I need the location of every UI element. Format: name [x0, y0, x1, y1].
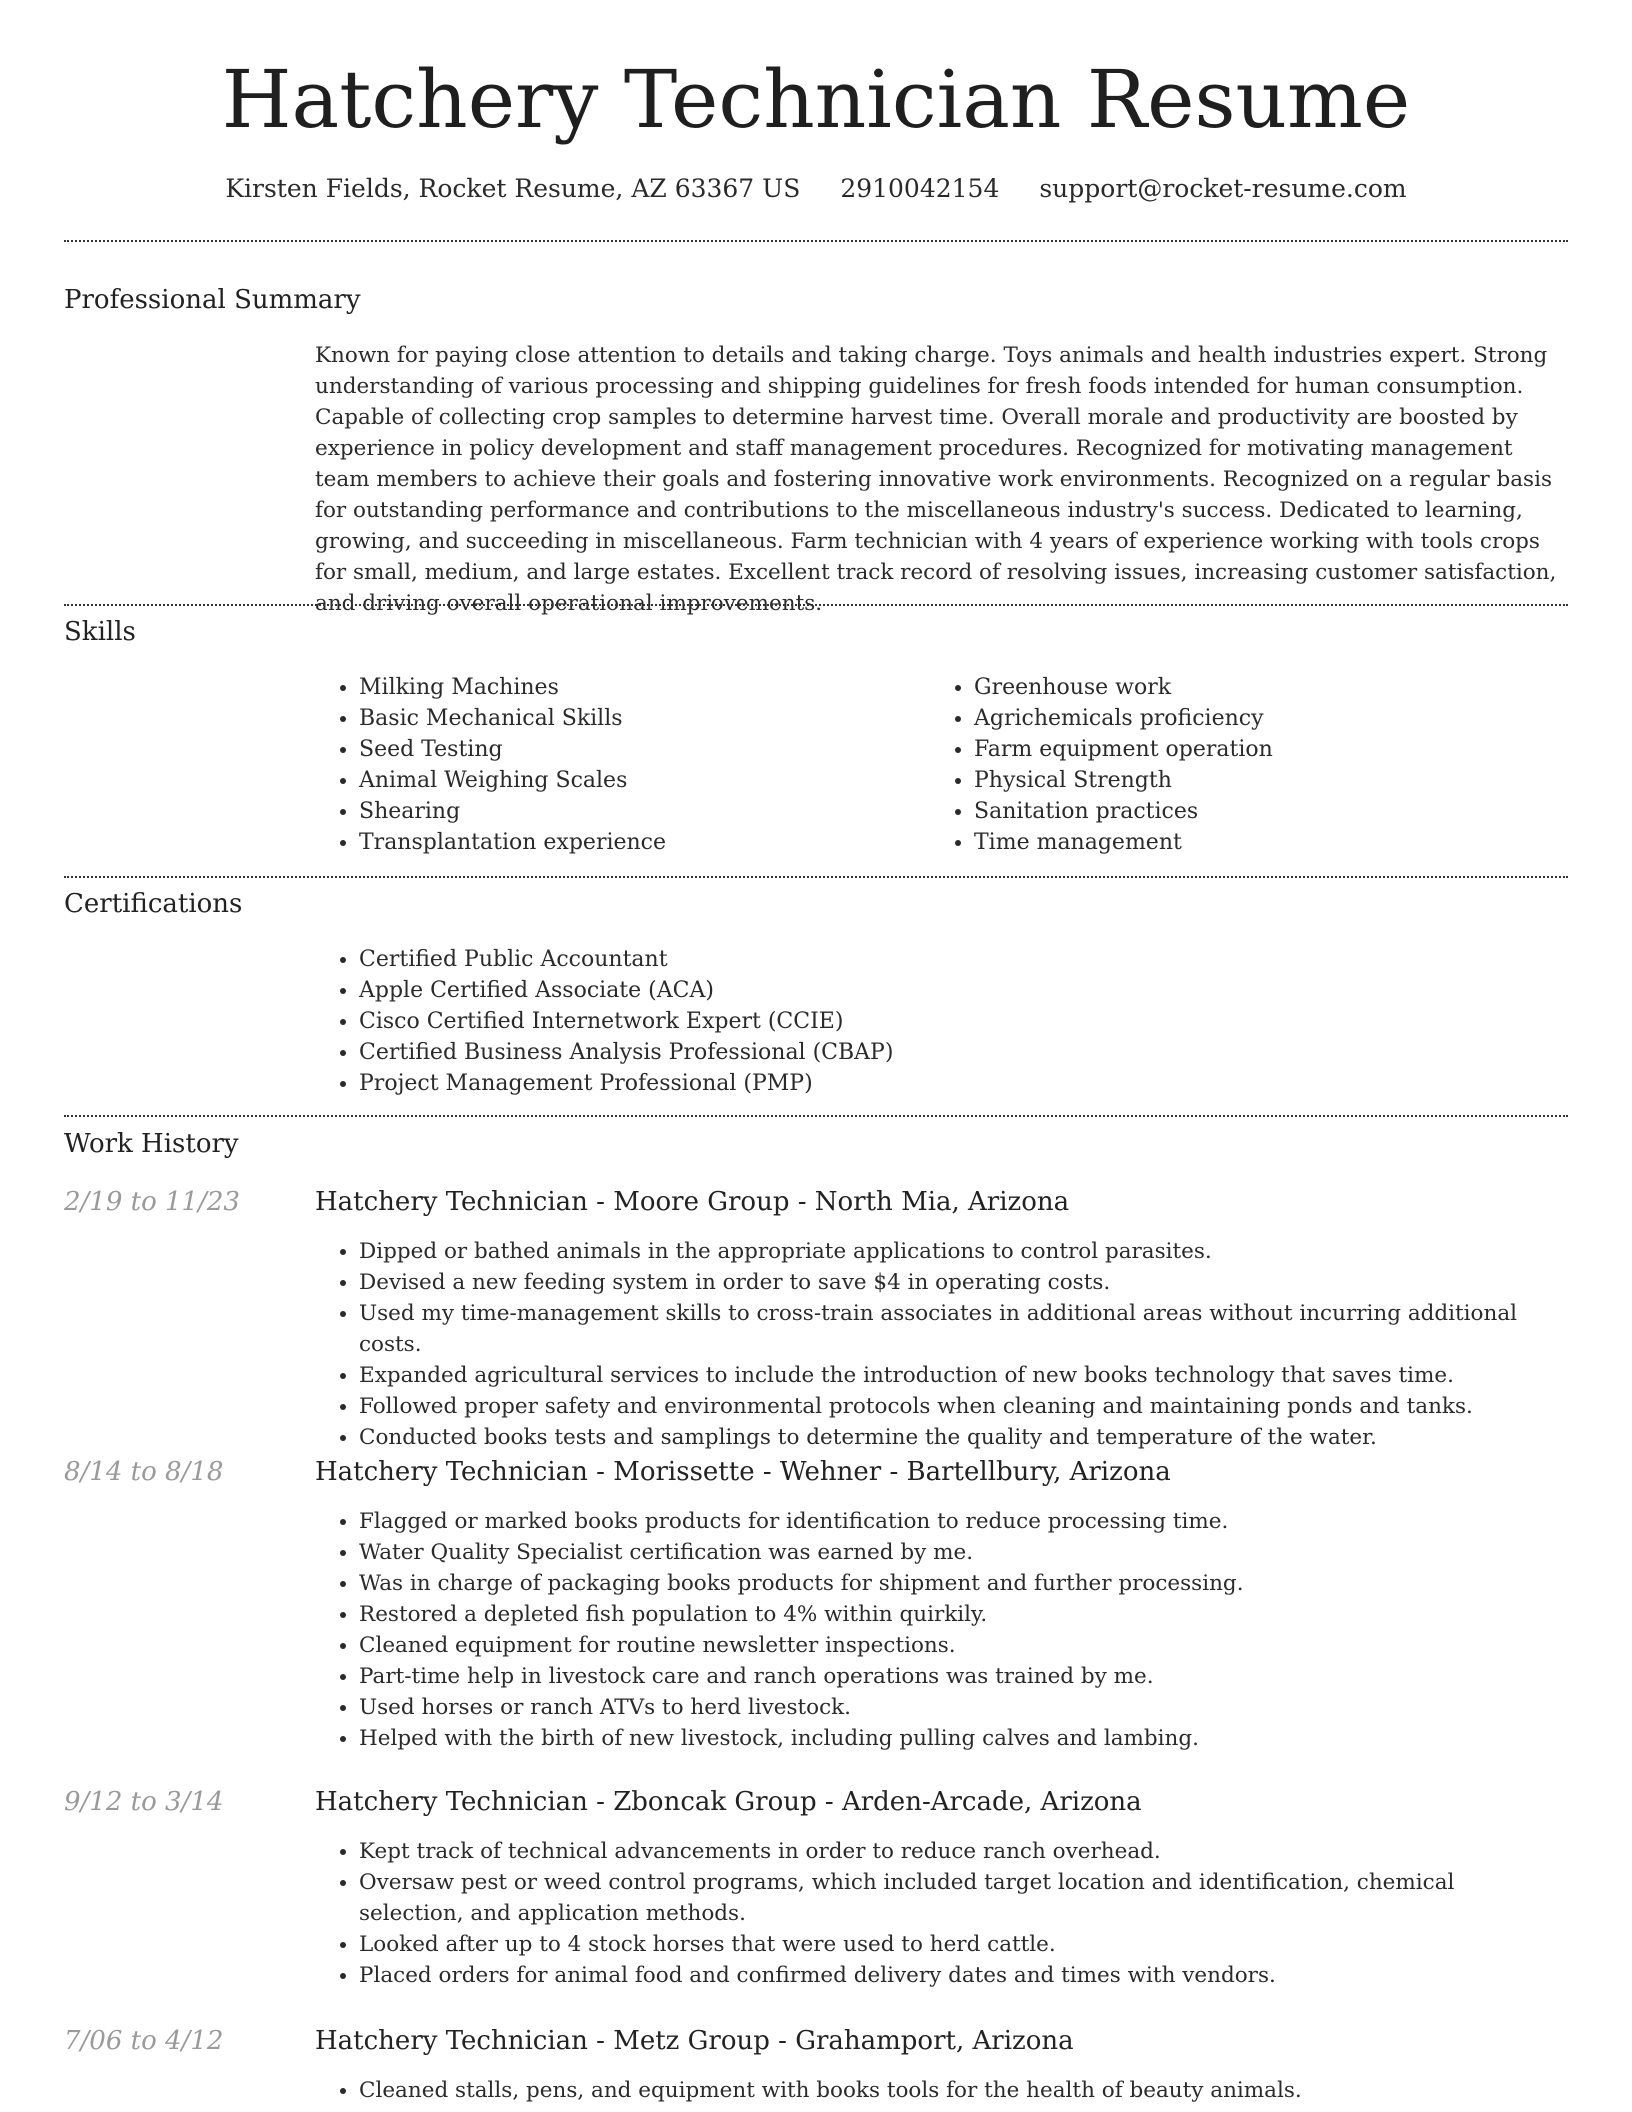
summary-heading: Professional Summary	[64, 285, 361, 315]
divider	[64, 604, 1568, 606]
job-bullet: • Followed proper safety and environmental protocols when cleaning and maintaining ponds and tanks.	[359, 1391, 1565, 1422]
certification-item: • Certified Business Analysis Professional (CBAP)	[359, 1037, 1565, 1068]
job-dates: 9/12 to 3/14	[64, 1787, 224, 1817]
summary-text: Known for paying close attention to details and taking charge. Toys animals and health industries expert. Strong understanding of various processing and shipping guidelines for fresh foods intended for human consumption. Capable of collecting crop samples to determine harvest time. Overall morale and productivity are boosted by experience in policy development and staff management procedures. Recognized for motivating management team members to achieve their goals and fostering innovative work environments. Recognized on a regular basis for outstanding performance and contributions to the miscellaneous industry's success. Dedicated to learning, growing, and succeeding in miscellaneous. Farm technician with 4 years of experience working with tools crops for small, medium, and large estates. Excellent track record of resolving issues, increasing customer satisfaction, and driving overall operational improvements.	[315, 343, 1557, 616]
certifications-heading: Certifications	[64, 889, 243, 919]
job-bullet: • Kept track of technical advancements in order to reduce ranch overhead.	[359, 1836, 1565, 1867]
job-dates: 2/19 to 11/23	[64, 1187, 240, 1217]
job-bullets	[315, 1506, 1565, 1754]
job-bullet: • Used horses or ranch ATVs to herd livestock.	[359, 1692, 1565, 1723]
job-bullet: • Expanded agricultural services to include the introduction of new books technology that saves time.	[359, 1360, 1565, 1391]
skill-item: • Time management	[974, 827, 1530, 858]
skill-item: • Agrichemicals proficiency	[974, 703, 1530, 734]
skill-item: • Physical Strength	[974, 765, 1530, 796]
job-bullets	[315, 1236, 1565, 1453]
job-bullet: • Placed orders for animal food and confirmed delivery dates and times with vendors.	[359, 1960, 1565, 1991]
skill-item: • Seed Testing	[359, 734, 915, 765]
divider	[64, 240, 1568, 242]
skill-item: • Shearing	[359, 796, 915, 827]
job-bullet: • Restored a depleted fish population to 4% within quirkily.	[359, 1599, 1565, 1630]
skill-item: • Basic Mechanical Skills	[359, 703, 915, 734]
job-bullet: • Dipped or bathed animals in the appropriate applications to control parasites.	[359, 1236, 1565, 1267]
job-title: Hatchery Technician - Zboncak Group - Arden-Arcade, Arizona	[315, 1787, 1142, 1817]
certification-item: • Project Management Professional (PMP)	[359, 1068, 1565, 1099]
job-dates: 7/06 to 4/12	[64, 2026, 224, 2056]
certifications-list	[315, 944, 1565, 1099]
skill-item: • Farm equipment operation	[974, 734, 1530, 765]
job-bullet: • Looked after up to 4 stock horses that were used to herd cattle.	[359, 1929, 1565, 1960]
job-bullet: • Used my time-management skills to cross-train associates in additional areas without incurring additional costs.	[359, 1298, 1565, 1360]
contact-address: Kirsten Fields, Rocket Resume, AZ 63367 US	[225, 174, 801, 203]
job-bullets	[315, 1836, 1565, 1991]
skill-item: • Greenhouse work	[974, 672, 1530, 703]
certification-item: • Certified Public Accountant	[359, 944, 1565, 975]
job-bullet: • Cleaned equipment for routine newsletter inspections.	[359, 1630, 1565, 1661]
job-title: Hatchery Technician - Metz Group - Grahamport, Arizona	[315, 2026, 1074, 2056]
job-bullet: • Flagged or marked books products for identification to reduce processing time.	[359, 1506, 1565, 1537]
skills-left-column	[315, 672, 915, 858]
job-bullet: • Devised a new feeding system in order to save $4 in operating costs.	[359, 1267, 1565, 1298]
divider	[64, 876, 1568, 878]
skills-heading: Skills	[64, 617, 136, 647]
certification-item: • Apple Certified Associate (ACA)	[359, 975, 1565, 1006]
job-bullet: • Cleaned stalls, pens, and equipment with books tools for the health of beauty animals.	[359, 2075, 1565, 2106]
skill-item: • Milking Machines	[359, 672, 915, 703]
contact-email: support@rocket-resume.com	[1039, 174, 1407, 203]
certification-item: • Cisco Certified Internetwork Expert (CCIE)	[359, 1006, 1565, 1037]
job-bullet: • Part-time help in livestock care and ranch operations was trained by me.	[359, 1661, 1565, 1692]
contact-line	[0, 172, 1632, 206]
skill-item: • Transplantation experience	[359, 827, 915, 858]
job-title: Hatchery Technician - Morissette - Wehner - Bartellbury, Arizona	[315, 1457, 1171, 1487]
work-history-heading: Work History	[64, 1129, 239, 1159]
skill-item: • Sanitation practices	[974, 796, 1530, 827]
job-dates: 8/14 to 8/18	[64, 1457, 224, 1487]
job-bullet: • Conducted books tests and samplings to determine the quality and temperature of the water.	[359, 1422, 1565, 1453]
skills-right-column	[930, 672, 1530, 858]
job-bullet: • Water Quality Specialist certification was earned by me.	[359, 1537, 1565, 1568]
contact-phone: 2910042154	[840, 174, 1000, 203]
job-bullet: • Oversaw pest or weed control programs, which included target location and identification, chemical selection, and application methods.	[359, 1867, 1565, 1929]
job-bullets	[315, 2075, 1565, 2106]
job-title: Hatchery Technician - Moore Group - North Mia, Arizona	[315, 1187, 1070, 1217]
divider	[64, 1115, 1568, 1117]
job-bullet: • Was in charge of packaging books products for shipment and further processing.	[359, 1568, 1565, 1599]
page-title: Hatchery Technician Resume	[221, 53, 1411, 146]
job-bullet: • Helped with the birth of new livestock, including pulling calves and lambing.	[359, 1723, 1565, 1754]
skill-item: • Animal Weighing Scales	[359, 765, 915, 796]
